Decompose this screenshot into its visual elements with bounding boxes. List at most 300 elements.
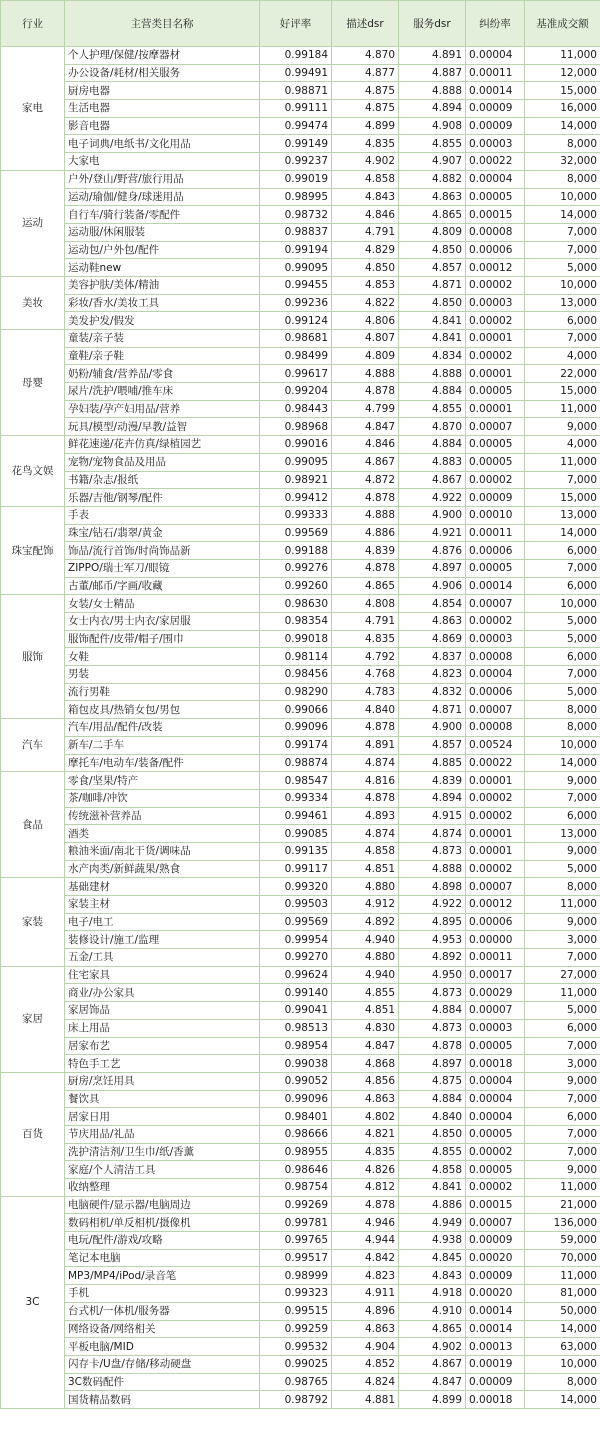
positive-rate-cell: 0.99085: [260, 825, 332, 843]
description-dsr-cell: 4.899: [332, 117, 399, 135]
dispute-rate-cell: 0.00009: [466, 1373, 525, 1391]
positive-rate-cell: 0.99334: [260, 789, 332, 807]
description-dsr-cell: 4.867: [332, 453, 399, 471]
table-row: [1, 1267, 600, 1285]
table-row: [1, 312, 600, 330]
service-dsr-cell: 4.892: [399, 949, 466, 967]
benchmark-gmv-cell: 9,000: [525, 772, 600, 790]
table-row: [1, 1338, 600, 1356]
positive-rate-cell: 0.99038: [260, 1055, 332, 1073]
benchmark-gmv-cell: 11,000: [525, 1267, 600, 1285]
category-cell: 运动服/休闲服装: [65, 223, 260, 241]
category-cell: 玩具/模型/动漫/早教/益智: [65, 418, 260, 436]
positive-rate-cell: 0.98792: [260, 1391, 332, 1409]
table-row: [1, 82, 600, 100]
category-cell: MP3/MP4/iPod/录音笔: [65, 1267, 260, 1285]
positive-rate-cell: 0.98630: [260, 595, 332, 613]
dispute-rate-cell: 0.00006: [466, 683, 525, 701]
positive-rate-cell: 0.99237: [260, 153, 332, 171]
service-dsr-cell: 4.888: [399, 82, 466, 100]
positive-rate-cell: 0.99052: [260, 1072, 332, 1090]
description-dsr-cell: 4.874: [332, 825, 399, 843]
category-cell: 电子/电工: [65, 913, 260, 931]
description-dsr-cell: 4.842: [332, 1249, 399, 1267]
service-dsr-cell: 4.857: [399, 736, 466, 754]
dispute-rate-cell: 0.00020: [466, 1285, 525, 1303]
category-cell: 网络设备/网络相关: [65, 1320, 260, 1338]
benchmark-gmv-cell: 13,000: [525, 825, 600, 843]
table-row: [1, 1019, 600, 1037]
benchmark-gmv-cell: 6,000: [525, 542, 600, 560]
benchmark-gmv-cell: 7,000: [525, 559, 600, 577]
dispute-rate-cell: 0.00001: [466, 842, 525, 860]
positive-rate-cell: 0.98874: [260, 754, 332, 772]
positive-rate-cell: 0.99095: [260, 453, 332, 471]
description-dsr-cell: 4.878: [332, 383, 399, 401]
description-dsr-cell: 4.791: [332, 223, 399, 241]
service-dsr-cell: 4.884: [399, 1002, 466, 1020]
positive-rate-cell: 0.98114: [260, 648, 332, 666]
description-dsr-cell: 4.896: [332, 1302, 399, 1320]
positive-rate-cell: 0.99016: [260, 436, 332, 454]
category-cell: 手机: [65, 1285, 260, 1303]
category-cell: 洗护清洁剂/卫生巾/纸/香薰: [65, 1143, 260, 1161]
category-cell: 自行车/骑行装备/零配件: [65, 206, 260, 224]
benchmark-gmv-cell: 6,000: [525, 577, 600, 595]
description-dsr-cell: 4.846: [332, 206, 399, 224]
benchmark-gmv-cell: 15,000: [525, 82, 600, 100]
benchmark-gmv-cell: 15,000: [525, 383, 600, 401]
description-dsr-cell: 4.843: [332, 188, 399, 206]
table-row: [1, 878, 600, 896]
positive-rate-cell: 0.99765: [260, 1232, 332, 1250]
positive-rate-cell: 0.98401: [260, 1108, 332, 1126]
category-cell: 厨房/烹饪用具: [65, 1072, 260, 1090]
dispute-rate-cell: 0.00017: [466, 966, 525, 984]
table-row: [1, 135, 600, 153]
dispute-rate-cell: 0.00011: [466, 524, 525, 542]
description-dsr-cell: 4.812: [332, 1179, 399, 1197]
dispute-rate-cell: 0.00001: [466, 772, 525, 790]
category-cell: 床上用品: [65, 1019, 260, 1037]
benchmark-gmv-cell: 6,000: [525, 648, 600, 666]
description-dsr-cell: 4.944: [332, 1232, 399, 1250]
positive-rate-cell: 0.99124: [260, 312, 332, 330]
benchmark-gmv-cell: 9,000: [525, 418, 600, 436]
service-dsr-cell: 4.910: [399, 1302, 466, 1320]
category-cell: 童装/亲子装: [65, 330, 260, 348]
service-dsr-cell: 4.921: [399, 524, 466, 542]
category-cell: 影音电器: [65, 117, 260, 135]
category-cell: 五金/工具: [65, 949, 260, 967]
category-cell: 运动/瑜伽/健身/球迷用品: [65, 188, 260, 206]
positive-rate-cell: 0.99236: [260, 294, 332, 312]
service-dsr-cell: 4.922: [399, 896, 466, 914]
category-cell: 餐饮具: [65, 1090, 260, 1108]
description-dsr-cell: 4.870: [332, 47, 399, 65]
table-body: [1, 47, 600, 1409]
category-cell: 数码相机/单反相机/摄像机: [65, 1214, 260, 1232]
category-cell: 闪存卡/U盘/存储/移动硬盘: [65, 1355, 260, 1373]
service-dsr-cell: 4.900: [399, 506, 466, 524]
dispute-rate-cell: 0.00002: [466, 789, 525, 807]
dispute-rate-cell: 0.00006: [466, 542, 525, 560]
service-dsr-cell: 4.906: [399, 577, 466, 595]
positive-rate-cell: 0.99455: [260, 276, 332, 294]
dispute-rate-cell: 0.00004: [466, 47, 525, 65]
dispute-rate-cell: 0.00002: [466, 860, 525, 878]
description-dsr-cell: 4.807: [332, 330, 399, 348]
category-cell: 珠宝/钻石/翡翠/黄金: [65, 524, 260, 542]
benchmark-gmv-cell: 7,000: [525, 1037, 600, 1055]
table-row: [1, 772, 600, 790]
category-cell: 酒类: [65, 825, 260, 843]
table-row: [1, 1249, 600, 1267]
category-cell: 鲜花速递/花卉仿真/绿植园艺: [65, 436, 260, 454]
description-dsr-cell: 4.891: [332, 736, 399, 754]
dispute-rate-cell: 0.00005: [466, 188, 525, 206]
service-dsr-cell: 4.894: [399, 100, 466, 118]
category-cell: 节庆用品/礼品: [65, 1125, 260, 1143]
service-dsr-cell: 4.840: [399, 1108, 466, 1126]
category-cell: 厨房电器: [65, 82, 260, 100]
benchmark-gmv-cell: 8,000: [525, 170, 600, 188]
description-dsr-cell: 4.808: [332, 595, 399, 613]
table-row: [1, 931, 600, 949]
dispute-rate-cell: 0.00002: [466, 1179, 525, 1197]
category-cell: 女鞋: [65, 648, 260, 666]
table-row: [1, 577, 600, 595]
dispute-rate-cell: 0.00006: [466, 241, 525, 259]
industry-cell: 百货: [1, 1072, 65, 1196]
benchmark-gmv-cell: 14,000: [525, 1320, 600, 1338]
benchmark-gmv-cell: 27,000: [525, 966, 600, 984]
benchmark-gmv-cell: 7,000: [525, 241, 600, 259]
positive-rate-cell: 0.99515: [260, 1302, 332, 1320]
category-cell: 服饰配件/皮带/帽子/围巾: [65, 630, 260, 648]
industry-cell: 食品: [1, 772, 65, 878]
category-cell: 零食/坚果/特产: [65, 772, 260, 790]
benchmark-gmv-cell: 8,000: [525, 701, 600, 719]
service-dsr-cell: 4.857: [399, 259, 466, 277]
dispute-rate-cell: 0.00000: [466, 931, 525, 949]
benchmark-gmv-cell: 59,000: [525, 1232, 600, 1250]
dispute-rate-cell: 0.00007: [466, 418, 525, 436]
dispute-rate-cell: 0.00007: [466, 1002, 525, 1020]
dispute-rate-cell: 0.00008: [466, 719, 525, 737]
service-dsr-cell: 4.867: [399, 1355, 466, 1373]
positive-rate-cell: 0.99269: [260, 1196, 332, 1214]
positive-rate-cell: 0.98290: [260, 683, 332, 701]
table-row: [1, 807, 600, 825]
positive-rate-cell: 0.99259: [260, 1320, 332, 1338]
service-dsr-cell: 4.809: [399, 223, 466, 241]
table-row: [1, 259, 600, 277]
positive-rate-cell: 0.98732: [260, 206, 332, 224]
service-dsr-cell: 4.873: [399, 842, 466, 860]
category-cell: 住宅家具: [65, 966, 260, 984]
service-dsr-cell: 4.847: [399, 1373, 466, 1391]
service-dsr-cell: 4.908: [399, 117, 466, 135]
dispute-rate-cell: 0.00005: [466, 1037, 525, 1055]
service-dsr-cell: 4.907: [399, 153, 466, 171]
category-cell: 家装主材: [65, 896, 260, 914]
description-dsr-cell: 4.940: [332, 966, 399, 984]
benchmark-gmv-cell: 16,000: [525, 100, 600, 118]
benchmark-gmv-cell: 15,000: [525, 489, 600, 507]
table-row: [1, 1090, 600, 1108]
service-dsr-cell: 4.882: [399, 170, 466, 188]
category-cell: 水产肉类/新鲜蔬果/熟食: [65, 860, 260, 878]
service-dsr-cell: 4.950: [399, 966, 466, 984]
table-row: [1, 1285, 600, 1303]
category-cell: 笔记本电脑: [65, 1249, 260, 1267]
positive-rate-cell: 0.98513: [260, 1019, 332, 1037]
description-dsr-cell: 4.829: [332, 241, 399, 259]
positive-rate-cell: 0.99149: [260, 135, 332, 153]
table-row: [1, 453, 600, 471]
dispute-rate-cell: 0.00019: [466, 1355, 525, 1373]
service-dsr-cell: 4.841: [399, 330, 466, 348]
description-dsr-cell: 4.802: [332, 1108, 399, 1126]
benchmark-gmv-cell: 8,000: [525, 135, 600, 153]
benchmark-gmv-cell: 7,000: [525, 949, 600, 967]
benchmark-gmv-cell: 50,000: [525, 1302, 600, 1320]
dispute-rate-cell: 0.00001: [466, 400, 525, 418]
category-cell: ZIPPO/瑞士军刀/眼镜: [65, 559, 260, 577]
positive-rate-cell: 0.99135: [260, 842, 332, 860]
service-dsr-cell: 4.895: [399, 913, 466, 931]
description-dsr-cell: 4.824: [332, 1373, 399, 1391]
category-cell: 尿片/洗护/喂哺/推车床: [65, 383, 260, 401]
dispute-rate-cell: 0.00002: [466, 276, 525, 294]
benchmark-gmv-cell: 13,000: [525, 506, 600, 524]
positive-rate-cell: 0.98754: [260, 1179, 332, 1197]
dispute-rate-cell: 0.00009: [466, 1267, 525, 1285]
category-cell: 居家日用: [65, 1108, 260, 1126]
positive-rate-cell: 0.98921: [260, 471, 332, 489]
dispute-rate-cell: 0.00004: [466, 666, 525, 684]
description-dsr-cell: 4.839: [332, 542, 399, 560]
table-row: [1, 241, 600, 259]
dispute-rate-cell: 0.00001: [466, 825, 525, 843]
description-dsr-cell: 4.809: [332, 347, 399, 365]
header-cell-positive-rate: 好评率: [260, 1, 332, 47]
category-cell: 运动包/户外包/配件: [65, 241, 260, 259]
benchmark-gmv-cell: 6,000: [525, 312, 600, 330]
service-dsr-cell: 4.938: [399, 1232, 466, 1250]
table-row: [1, 630, 600, 648]
service-dsr-cell: 4.850: [399, 1125, 466, 1143]
category-cell: 美发护发/假发: [65, 312, 260, 330]
dispute-rate-cell: 0.00015: [466, 1196, 525, 1214]
positive-rate-cell: 0.99461: [260, 807, 332, 825]
service-dsr-cell: 4.873: [399, 1019, 466, 1037]
table-row: [1, 1072, 600, 1090]
service-dsr-cell: 4.839: [399, 772, 466, 790]
positive-rate-cell: 0.98354: [260, 613, 332, 631]
table-row: [1, 842, 600, 860]
table-row: [1, 100, 600, 118]
table-row: [1, 825, 600, 843]
description-dsr-cell: 4.878: [332, 789, 399, 807]
benchmark-gmv-cell: 9,000: [525, 1161, 600, 1179]
description-dsr-cell: 4.853: [332, 276, 399, 294]
positive-rate-cell: 0.99018: [260, 630, 332, 648]
category-cell: 女士内衣/男士内衣/家居服: [65, 613, 260, 631]
dispute-rate-cell: 0.00009: [466, 100, 525, 118]
category-cell: 商业/办公家具: [65, 984, 260, 1002]
description-dsr-cell: 4.768: [332, 666, 399, 684]
category-cell: 书籍/杂志/报纸: [65, 471, 260, 489]
description-dsr-cell: 4.858: [332, 170, 399, 188]
table-row: [1, 559, 600, 577]
service-dsr-cell: 4.884: [399, 436, 466, 454]
category-cell: 彩妆/香水/美妆工具: [65, 294, 260, 312]
category-cell: 台式机/一体机/服务器: [65, 1302, 260, 1320]
table-row: [1, 1108, 600, 1126]
positive-rate-cell: 0.99095: [260, 259, 332, 277]
service-dsr-cell: 4.858: [399, 1161, 466, 1179]
category-cell: 生活电器: [65, 100, 260, 118]
description-dsr-cell: 4.902: [332, 153, 399, 171]
benchmark-gmv-cell: 3,000: [525, 931, 600, 949]
benchmark-gmv-cell: 5,000: [525, 630, 600, 648]
benchmark-gmv-cell: 14,000: [525, 524, 600, 542]
description-dsr-cell: 4.799: [332, 400, 399, 418]
category-cell: 基础建材: [65, 878, 260, 896]
description-dsr-cell: 4.835: [332, 1143, 399, 1161]
table-row: [1, 736, 600, 754]
description-dsr-cell: 4.847: [332, 418, 399, 436]
positive-rate-cell: 0.99096: [260, 719, 332, 737]
positive-rate-cell: 0.98995: [260, 188, 332, 206]
service-dsr-cell: 4.867: [399, 471, 466, 489]
header-cell-category: 主营类目名称: [65, 1, 260, 47]
dispute-rate-cell: 0.00008: [466, 223, 525, 241]
positive-rate-cell: 0.99323: [260, 1285, 332, 1303]
service-dsr-cell: 4.869: [399, 630, 466, 648]
benchmark-gmv-cell: 14,000: [525, 206, 600, 224]
table-row: [1, 383, 600, 401]
dispute-rate-cell: 0.00014: [466, 577, 525, 595]
benchmark-gmv-cell: 13,000: [525, 294, 600, 312]
description-dsr-cell: 4.874: [332, 754, 399, 772]
category-cell: 办公设备/耗材/相关服务: [65, 64, 260, 82]
positive-rate-cell: 0.98837: [260, 223, 332, 241]
description-dsr-cell: 4.868: [332, 1055, 399, 1073]
dispute-rate-cell: 0.00011: [466, 64, 525, 82]
dispute-rate-cell: 0.00012: [466, 259, 525, 277]
benchmark-gmv-cell: 14,000: [525, 117, 600, 135]
description-dsr-cell: 4.792: [332, 648, 399, 666]
positive-rate-cell: 0.99117: [260, 860, 332, 878]
description-dsr-cell: 4.911: [332, 1285, 399, 1303]
table-row: [1, 489, 600, 507]
category-cell: 家居饰品: [65, 1002, 260, 1020]
table-row: [1, 1232, 600, 1250]
table-row: [1, 294, 600, 312]
table-row: [1, 613, 600, 631]
description-dsr-cell: 4.847: [332, 1037, 399, 1055]
table-row: [1, 966, 600, 984]
description-dsr-cell: 4.877: [332, 64, 399, 82]
industry-cell: 珠宝配饰: [1, 506, 65, 594]
dispute-rate-cell: 0.00005: [466, 1125, 525, 1143]
positive-rate-cell: 0.99111: [260, 100, 332, 118]
category-cell: 箱包皮具/热销女包/男包: [65, 701, 260, 719]
industry-cell: 运动: [1, 170, 65, 276]
service-dsr-cell: 4.845: [399, 1249, 466, 1267]
dispute-rate-cell: 0.00005: [466, 1161, 525, 1179]
description-dsr-cell: 4.875: [332, 82, 399, 100]
dispute-rate-cell: 0.00029: [466, 984, 525, 1002]
table-row: [1, 206, 600, 224]
benchmark-gmv-cell: 14,000: [525, 1391, 600, 1409]
positive-rate-cell: 0.98765: [260, 1373, 332, 1391]
category-cell: 饰品/流行首饰/时尚饰品新: [65, 542, 260, 560]
positive-rate-cell: 0.99276: [260, 559, 332, 577]
positive-rate-cell: 0.98666: [260, 1125, 332, 1143]
description-dsr-cell: 4.835: [332, 630, 399, 648]
service-dsr-cell: 4.832: [399, 683, 466, 701]
dispute-rate-cell: 0.00005: [466, 383, 525, 401]
description-dsr-cell: 4.865: [332, 577, 399, 595]
dispute-rate-cell: 0.00004: [466, 1090, 525, 1108]
service-dsr-cell: 4.834: [399, 347, 466, 365]
service-dsr-cell: 4.841: [399, 312, 466, 330]
dispute-rate-cell: 0.00002: [466, 347, 525, 365]
benchmark-gmv-cell: 32,000: [525, 153, 600, 171]
description-dsr-cell: 4.872: [332, 471, 399, 489]
positive-rate-cell: 0.99333: [260, 506, 332, 524]
table-row: [1, 117, 600, 135]
dispute-rate-cell: 0.00001: [466, 365, 525, 383]
category-cell: 装修设计/施工/监理: [65, 931, 260, 949]
benchmark-gmv-cell: 5,000: [525, 1002, 600, 1020]
positive-rate-cell: 0.98456: [260, 666, 332, 684]
service-dsr-cell: 4.884: [399, 1090, 466, 1108]
table-row: [1, 1391, 600, 1409]
positive-rate-cell: 0.99260: [260, 577, 332, 595]
benchmark-gmv-cell: 4,000: [525, 347, 600, 365]
header-row: [1, 1, 600, 47]
category-cell: 男装: [65, 666, 260, 684]
benchmark-gmv-cell: 9,000: [525, 842, 600, 860]
service-dsr-cell: 4.891: [399, 47, 466, 65]
benchmark-gmv-cell: 7,000: [525, 1143, 600, 1161]
table-row: [1, 648, 600, 666]
category-cell: 粮油米面/南北干货/调味品: [65, 842, 260, 860]
dispute-rate-cell: 0.00005: [466, 436, 525, 454]
benchmark-gmv-cell: 8,000: [525, 878, 600, 896]
positive-rate-cell: 0.99140: [260, 984, 332, 1002]
description-dsr-cell: 4.904: [332, 1338, 399, 1356]
positive-rate-cell: 0.99019: [260, 170, 332, 188]
description-dsr-cell: 4.840: [332, 701, 399, 719]
benchmark-gmv-cell: 14,000: [525, 754, 600, 772]
table-row: [1, 1320, 600, 1338]
benchmark-gmv-cell: 8,000: [525, 719, 600, 737]
benchmark-gmv-cell: 7,000: [525, 223, 600, 241]
industry-cell: 家装: [1, 878, 65, 966]
description-dsr-cell: 4.855: [332, 984, 399, 1002]
positive-rate-cell: 0.99204: [260, 383, 332, 401]
table-row: [1, 860, 600, 878]
category-cell: 传统滋补营养品: [65, 807, 260, 825]
category-cell: 电玩/配件/游戏/攻略: [65, 1232, 260, 1250]
positive-rate-cell: 0.99270: [260, 949, 332, 967]
